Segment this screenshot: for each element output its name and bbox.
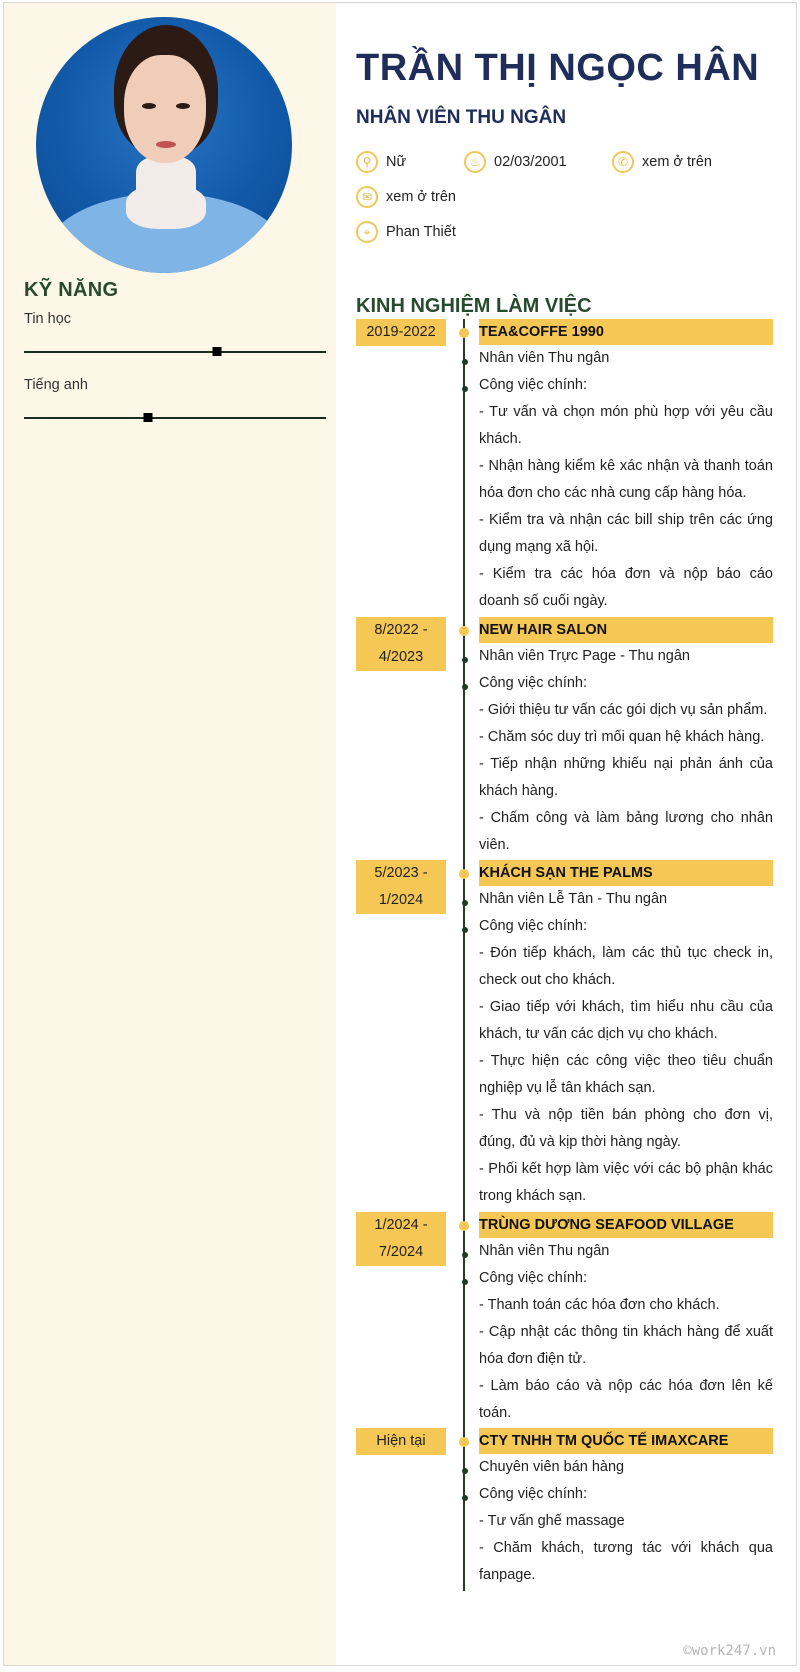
company-name: TRÙNG DƯƠNG SEAFOOD VILLAGE [479,1212,773,1238]
job-line: - Giới thiệu tư vấn các gói dịch vụ sản phẩm. [479,702,768,718]
watermark: ©work247.vn [683,1643,776,1659]
job-line: - Tư vấn ghế massage [479,1513,625,1529]
job-line: Công việc chính: [479,1481,773,1508]
job-line: Công việc chính: [479,670,773,697]
photo-lips [156,141,176,148]
skill-item [24,377,326,419]
company-name: KHÁCH SẠN THE PALMS [479,860,773,886]
info-address [356,221,456,243]
skills-heading: KỸ NĂNG [24,279,119,301]
timeline-line [463,319,465,1591]
job-body [479,860,773,1210]
job-period [356,617,446,671]
birthday-value: 02/03/2001 [494,154,567,170]
job-line: - Kiểm tra và nhận các bill ship trên các ứng dụng mạng xã hội. [479,512,773,555]
job-line: - Giao tiếp với khách, tìm hiểu nhu cầu của khách, tư vấn các dịch vụ cho khách. [479,999,773,1042]
cv-page [3,2,797,1666]
experience-heading: KINH NGHIỆM LÀM VIỆC [356,295,592,317]
period-line: Hiện tại [376,1433,426,1449]
timeline-dot [459,1437,469,1447]
period-line: 8/2022 - [374,622,428,638]
job-period [356,1212,446,1266]
company-name: TEA&COFFE 1990 [479,319,773,345]
skill-level-marker [143,413,152,422]
job-body [479,617,773,859]
job-line: - Thu và nộp tiền bán phòng cho đơn vị, đúng, đủ và kịp thời hàng ngày. [479,1107,773,1150]
job-period [356,1428,446,1455]
job-body [479,1428,773,1589]
job-period [356,319,446,346]
phone-value: xem ở trên [642,154,712,170]
timeline-dot [459,1221,469,1231]
info-email [356,186,456,208]
job-line: - Thực hiện các công việc theo tiêu chuẩn nghiệp vụ lễ tân khách sạn. [479,1053,773,1096]
job-line: Nhân viên Lễ Tân - Thu ngân [479,886,773,913]
job-line: Công việc chính: [479,1265,773,1292]
job-line: - Chăm khách, tương tác với khách qua fanpage. [479,1540,773,1583]
map-pin-icon: ⌖ [356,221,378,243]
job-line: - Đón tiếp khách, làm các thủ tục check in, check out cho khách. [479,945,773,988]
info-phone [612,151,712,173]
period-line: 4/2023 [378,649,424,665]
email-icon: ✉ [356,186,378,208]
photo-neck [136,157,196,207]
job-line: Chuyên viên bán hàng [479,1454,773,1481]
period-line: 2019-2022 [366,324,436,340]
email-value: xem ở trên [386,189,456,205]
sidebar [4,3,336,1665]
job-line: - Cập nhật các thông tin khách hàng để xuất hóa đơn điện tử. [479,1324,773,1367]
phone-icon: ✆ [612,151,634,173]
skill-item [24,311,326,353]
job-line: Nhân viên Thu ngân [479,345,773,372]
profile-photo [36,17,292,273]
gender-icon: ⚲ [356,151,378,173]
period-line: 1/2024 [378,892,424,908]
company-name: CTY TNHH TM QUỐC TẾ IMAXCARE [479,1428,773,1454]
job-line: Công việc chính: [479,913,773,940]
timeline-dot [459,869,469,879]
photo-right-eye [176,103,190,109]
job-line: - Kiểm tra các hóa đơn và nộp báo cáo doanh số cuối ngày. [479,566,773,609]
job-line: Nhân viên Thu ngân [479,1238,773,1265]
photo-left-eye [142,103,156,109]
skill-level-marker [213,347,222,356]
skill-name: Tiếng anh [24,377,88,393]
info-gender [356,151,406,173]
job-line: - Làm báo cáo và nộp các hóa đơn lên kế toán. [479,1378,773,1421]
job-body [479,319,773,615]
job-line: - Chăm sóc duy trì mối quan hệ khách hàng. [479,729,765,745]
job-title: NHÂN VIÊN THU NGÂN [356,107,567,128]
timeline-dot [459,328,469,338]
job-line: - Chấm công và làm bảng lương cho nhân viên. [479,810,773,853]
job-body [479,1212,773,1427]
job-period [356,860,446,914]
job-line: - Nhận hàng kiểm kê xác nhận và thanh toán hóa đơn cho các nhà cung cấp hàng hóa. [479,458,773,501]
job-line: - Tư vấn và chọn món phù hợp với yêu cầu khách. [479,404,773,447]
job-line: Nhân viên Trực Page - Thu ngân [479,643,773,670]
skill-bar [24,417,326,419]
gender-value: Nữ [386,154,407,170]
info-birthday [464,151,567,173]
address-value: Phan Thiết [386,224,456,240]
period-line: 7/2024 [378,1244,424,1260]
job-line: Công việc chính: [479,372,773,399]
cake-icon: ♨ [464,151,486,173]
job-line: - Thanh toán các hóa đơn cho khách. [479,1297,720,1313]
period-line: 5/2023 - [374,865,428,881]
job-line: - Tiếp nhận những khiếu nại phản ánh của khách hàng. [479,756,773,799]
candidate-name: TRẦN THỊ NGỌC HÂN [356,47,760,89]
skill-name: Tin học [24,311,72,327]
job-line: - Phối kết hợp làm việc với các bộ phận khác trong khách sạn. [479,1161,773,1204]
timeline-dot [459,626,469,636]
company-name: NEW HAIR SALON [479,617,773,643]
skill-bar [24,351,326,353]
period-line: 1/2024 - [374,1217,428,1233]
